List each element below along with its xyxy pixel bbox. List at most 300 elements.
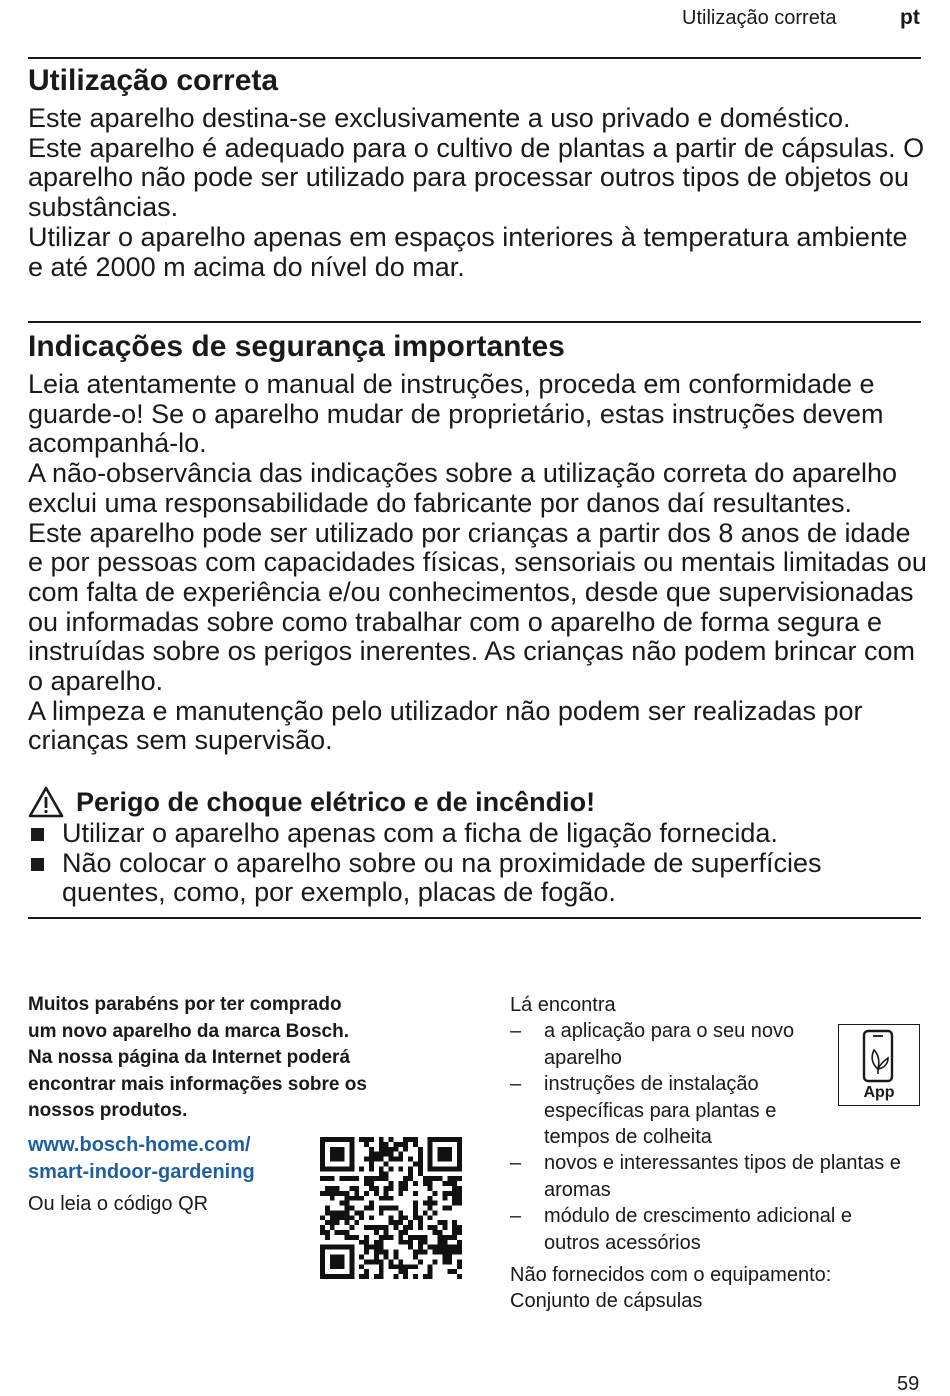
qr-module bbox=[457, 1240, 462, 1245]
qr-module bbox=[408, 1264, 413, 1269]
qr-module bbox=[379, 1196, 384, 1201]
qr-module bbox=[320, 1245, 325, 1250]
qr-module bbox=[320, 1269, 325, 1274]
qr-module bbox=[452, 1230, 457, 1235]
qr-module bbox=[340, 1259, 345, 1264]
qr-module bbox=[379, 1250, 384, 1255]
qr-module bbox=[457, 1225, 462, 1230]
qr-module bbox=[452, 1181, 457, 1186]
qr-module bbox=[379, 1176, 384, 1181]
qr-module bbox=[349, 1245, 354, 1250]
qr-module bbox=[442, 1255, 447, 1260]
qr-module bbox=[389, 1196, 394, 1201]
qr-module bbox=[344, 1215, 349, 1220]
qr-module bbox=[447, 1255, 452, 1260]
qr-module bbox=[330, 1186, 335, 1191]
qr-module bbox=[398, 1186, 403, 1191]
qr-module bbox=[428, 1152, 433, 1157]
qr-module bbox=[393, 1147, 398, 1152]
list-item-text: módulo de crescimento adicional e outros acessórios bbox=[544, 1205, 852, 1254]
qr-module bbox=[413, 1206, 418, 1211]
qr-module bbox=[369, 1166, 374, 1171]
qr-module bbox=[364, 1240, 369, 1245]
bullet-square-icon bbox=[28, 849, 62, 908]
qr-module bbox=[335, 1147, 340, 1152]
qr-module bbox=[393, 1255, 398, 1260]
qr-module bbox=[344, 1245, 349, 1250]
qr-module bbox=[438, 1245, 443, 1250]
qr-module bbox=[452, 1235, 457, 1240]
qr-module bbox=[398, 1269, 403, 1274]
qr-module bbox=[428, 1161, 433, 1166]
smartphone-leaf-icon bbox=[837, 1027, 919, 1087]
qr-module bbox=[384, 1230, 389, 1235]
qr-module bbox=[354, 1235, 359, 1240]
qr-module bbox=[344, 1191, 349, 1196]
qr-module bbox=[384, 1250, 389, 1255]
qr-module bbox=[457, 1264, 462, 1269]
qr-module bbox=[369, 1259, 374, 1264]
qr-module bbox=[423, 1235, 428, 1240]
qr-module bbox=[354, 1186, 359, 1191]
qr-module bbox=[369, 1157, 374, 1162]
qr-module bbox=[335, 1191, 340, 1196]
qr-module bbox=[359, 1196, 364, 1201]
qr-module bbox=[413, 1161, 418, 1166]
qr-module bbox=[442, 1191, 447, 1196]
qr-module bbox=[359, 1210, 364, 1215]
qr-module bbox=[379, 1245, 384, 1250]
qr-module bbox=[393, 1157, 398, 1162]
link-line[interactable]: www.bosch-home.com/ bbox=[28, 1134, 251, 1156]
qr-module bbox=[423, 1250, 428, 1255]
paragraph: Este aparelho pode ser utilizado por crianças a partir dos 8 anos de idade e por pessoas com capacidades físicas, sensoriais ou mentais limitadas ou com falta de experiência e/ou conhecimentos, desde que supervisionadas ou informadas sobre como trabalhar com o aparelho de forma segura e instruídas sobre os perigos inerentes. As crianças não podem brincar com o aparelho. bbox=[28, 517, 927, 697]
qr-module bbox=[398, 1220, 403, 1225]
qr-module bbox=[442, 1157, 447, 1162]
qr-module bbox=[374, 1225, 379, 1230]
qr-module bbox=[330, 1152, 335, 1157]
qr-module bbox=[457, 1230, 462, 1235]
qr-module bbox=[364, 1235, 369, 1240]
qr-module bbox=[379, 1240, 384, 1245]
qr-module bbox=[335, 1186, 340, 1191]
qr-module bbox=[374, 1274, 379, 1279]
qr-module bbox=[389, 1259, 394, 1264]
qr-module bbox=[442, 1152, 447, 1157]
qr-module bbox=[330, 1245, 335, 1250]
qr-module bbox=[344, 1201, 349, 1206]
info-intro: Lá encontra bbox=[510, 994, 616, 1016]
qr-module bbox=[325, 1186, 330, 1191]
qr-module bbox=[403, 1215, 408, 1220]
qr-module bbox=[457, 1191, 462, 1196]
list-item bbox=[28, 819, 928, 849]
qr-module bbox=[340, 1201, 345, 1206]
qr-module bbox=[320, 1142, 325, 1147]
qr-module bbox=[398, 1157, 403, 1162]
qr-module bbox=[457, 1142, 462, 1147]
qr-module bbox=[447, 1181, 452, 1186]
qr-module bbox=[457, 1166, 462, 1171]
qr-module bbox=[349, 1215, 354, 1220]
qr-module bbox=[349, 1235, 354, 1240]
qr-module bbox=[340, 1230, 345, 1235]
qr-module bbox=[413, 1250, 418, 1255]
promo-line: Na nossa página da Internet poderá bbox=[28, 1047, 351, 1068]
qr-module bbox=[369, 1186, 374, 1191]
qr-module bbox=[433, 1210, 438, 1215]
qr-module bbox=[364, 1269, 369, 1274]
qr-module bbox=[413, 1255, 418, 1260]
qr-module bbox=[428, 1186, 433, 1191]
qr-module bbox=[379, 1259, 384, 1264]
qr-module bbox=[389, 1264, 394, 1269]
qr-module bbox=[398, 1191, 403, 1196]
qr-module bbox=[335, 1215, 340, 1220]
qr-module bbox=[408, 1166, 413, 1171]
paragraph: Este aparelho destina-se exclusivamente a uso privado e doméstico. bbox=[28, 103, 851, 133]
qr-module bbox=[349, 1264, 354, 1269]
qr-module bbox=[330, 1147, 335, 1152]
qr-module bbox=[408, 1220, 413, 1225]
qr-module bbox=[379, 1142, 384, 1147]
qr-module bbox=[447, 1152, 452, 1157]
qr-module bbox=[389, 1220, 394, 1225]
qr-module bbox=[418, 1166, 423, 1171]
qr-module bbox=[452, 1186, 457, 1191]
qr-module bbox=[320, 1259, 325, 1264]
qr-module bbox=[349, 1206, 354, 1211]
qr-module bbox=[330, 1176, 335, 1181]
qr-module bbox=[438, 1137, 443, 1142]
qr-module bbox=[428, 1264, 433, 1269]
qr-module bbox=[442, 1250, 447, 1255]
qr-module bbox=[393, 1206, 398, 1211]
qr-module bbox=[398, 1230, 403, 1235]
qr-module bbox=[452, 1220, 457, 1225]
qr-module bbox=[325, 1210, 330, 1215]
qr-module bbox=[335, 1230, 340, 1235]
qr-module bbox=[354, 1191, 359, 1196]
qr-module bbox=[452, 1176, 457, 1181]
qr-module bbox=[364, 1176, 369, 1181]
qr-module bbox=[428, 1215, 433, 1220]
qr-module bbox=[369, 1206, 374, 1211]
qr-module bbox=[398, 1259, 403, 1264]
qr-module bbox=[423, 1210, 428, 1215]
qr-module bbox=[413, 1264, 418, 1269]
qr-module bbox=[403, 1240, 408, 1245]
qr-module bbox=[423, 1181, 428, 1186]
qr-module bbox=[428, 1176, 433, 1181]
qr-module bbox=[325, 1220, 330, 1225]
qr-module bbox=[325, 1274, 330, 1279]
qr-module bbox=[320, 1250, 325, 1255]
qr-module bbox=[428, 1201, 433, 1206]
qr-module bbox=[428, 1142, 433, 1147]
qr-module bbox=[344, 1206, 349, 1211]
section-heading-correct-use: Utilização correta bbox=[28, 64, 279, 97]
qr-module bbox=[442, 1245, 447, 1250]
qr-module bbox=[398, 1166, 403, 1171]
qr-module bbox=[423, 1274, 428, 1279]
qr-module bbox=[320, 1147, 325, 1152]
qr-module bbox=[403, 1147, 408, 1152]
qr-module bbox=[359, 1264, 364, 1269]
list-item-text: Utilizar o aparelho apenas com a ficha de ligação fornecida. bbox=[62, 818, 778, 848]
qr-module bbox=[389, 1137, 394, 1142]
qr-module bbox=[374, 1152, 379, 1157]
qr-module bbox=[325, 1235, 330, 1240]
qr-module bbox=[335, 1152, 340, 1157]
qr-module bbox=[384, 1147, 389, 1152]
qr-module bbox=[364, 1245, 369, 1250]
qr-module bbox=[447, 1137, 452, 1142]
qr-module bbox=[403, 1181, 408, 1186]
qr-module bbox=[320, 1157, 325, 1162]
qr-module bbox=[330, 1157, 335, 1162]
qr-module bbox=[418, 1235, 423, 1240]
qr-module bbox=[393, 1274, 398, 1279]
qr-module bbox=[428, 1157, 433, 1162]
qr-module bbox=[330, 1255, 335, 1260]
qr-module bbox=[384, 1176, 389, 1181]
qr-module bbox=[344, 1166, 349, 1171]
qr-module bbox=[384, 1186, 389, 1191]
qr-module bbox=[369, 1215, 374, 1220]
qr-module bbox=[330, 1264, 335, 1269]
qr-module bbox=[428, 1274, 433, 1279]
list-item bbox=[510, 1203, 930, 1256]
qr-module bbox=[340, 1137, 345, 1142]
qr-module bbox=[340, 1147, 345, 1152]
qr-module bbox=[344, 1235, 349, 1240]
qr-module bbox=[320, 1191, 325, 1196]
warning-text: Perigo de choque elétrico e de incêndio! bbox=[76, 786, 596, 817]
list-item bbox=[28, 849, 928, 908]
qr-module bbox=[442, 1259, 447, 1264]
qr-module bbox=[320, 1274, 325, 1279]
qr-module bbox=[442, 1225, 447, 1230]
qr-module bbox=[413, 1181, 418, 1186]
qr-module bbox=[320, 1161, 325, 1166]
qr-module bbox=[433, 1137, 438, 1142]
qr-module bbox=[438, 1166, 443, 1171]
qr-module bbox=[374, 1191, 379, 1196]
qr-module bbox=[374, 1230, 379, 1235]
qr-module bbox=[442, 1206, 447, 1211]
qr-module bbox=[335, 1220, 340, 1225]
qr-module bbox=[398, 1142, 403, 1147]
qr-module bbox=[447, 1166, 452, 1171]
qr-module bbox=[344, 1137, 349, 1142]
qr-code[interactable] bbox=[320, 1137, 462, 1279]
rule-middle bbox=[28, 321, 921, 323]
qr-module bbox=[408, 1245, 413, 1250]
qr-module bbox=[398, 1181, 403, 1186]
qr-module bbox=[349, 1196, 354, 1201]
qr-module bbox=[359, 1137, 364, 1142]
qr-module bbox=[359, 1274, 364, 1279]
qr-module bbox=[438, 1235, 443, 1240]
qr-module bbox=[418, 1259, 423, 1264]
qr-module bbox=[344, 1274, 349, 1279]
qr-module bbox=[340, 1176, 345, 1181]
qr-module bbox=[447, 1147, 452, 1152]
qr-module bbox=[433, 1176, 438, 1181]
qr-module bbox=[325, 1166, 330, 1171]
qr-module bbox=[384, 1161, 389, 1166]
dash-bullet: – bbox=[510, 1020, 522, 1043]
qr-module bbox=[335, 1210, 340, 1215]
qr-module bbox=[340, 1255, 345, 1260]
dash-bullet: – bbox=[510, 1205, 522, 1228]
qr-module bbox=[433, 1245, 438, 1250]
qr-module bbox=[452, 1269, 457, 1274]
qr-module bbox=[349, 1259, 354, 1264]
qr-module bbox=[398, 1215, 403, 1220]
qr-module bbox=[340, 1210, 345, 1215]
qr-module bbox=[364, 1259, 369, 1264]
qr-module bbox=[403, 1176, 408, 1181]
qr-module bbox=[442, 1166, 447, 1171]
qr-module bbox=[418, 1171, 423, 1176]
qr-module bbox=[354, 1196, 359, 1201]
qr-module bbox=[379, 1225, 384, 1230]
qr-module bbox=[389, 1235, 394, 1240]
qr-module bbox=[354, 1176, 359, 1181]
qr-module bbox=[403, 1137, 408, 1142]
qr-module bbox=[374, 1240, 379, 1245]
promo-line: nossos produtos. bbox=[28, 1100, 188, 1121]
qr-module bbox=[423, 1201, 428, 1206]
qr-module bbox=[457, 1137, 462, 1142]
qr-module bbox=[374, 1157, 379, 1162]
qr-module bbox=[374, 1255, 379, 1260]
qr-module bbox=[384, 1225, 389, 1230]
qr-module bbox=[379, 1274, 384, 1279]
website-link[interactable] bbox=[28, 1132, 328, 1185]
qr-module bbox=[379, 1269, 384, 1274]
link-line[interactable]: smart-indoor-gardening bbox=[28, 1160, 255, 1183]
qr-module bbox=[403, 1225, 408, 1230]
app-badge bbox=[838, 1024, 920, 1106]
qr-module bbox=[408, 1137, 413, 1142]
qr-module bbox=[393, 1142, 398, 1147]
qr-module bbox=[364, 1191, 369, 1196]
qr-module bbox=[452, 1166, 457, 1171]
qr-module bbox=[364, 1137, 369, 1142]
qr-module bbox=[389, 1152, 394, 1157]
rule-top bbox=[28, 57, 921, 59]
qr-module bbox=[413, 1210, 418, 1215]
language-code: pt bbox=[900, 6, 920, 29]
qr-module bbox=[374, 1245, 379, 1250]
qr-module bbox=[457, 1274, 462, 1279]
qr-module bbox=[330, 1196, 335, 1201]
qr-module bbox=[408, 1157, 413, 1162]
qr-module bbox=[340, 1152, 345, 1157]
qr-module bbox=[364, 1142, 369, 1147]
qr-module bbox=[330, 1215, 335, 1220]
qr-module bbox=[433, 1225, 438, 1230]
promo-line: Muitos parabéns por ter comprado bbox=[28, 994, 342, 1015]
qr-module bbox=[447, 1157, 452, 1162]
qr-module bbox=[447, 1206, 452, 1211]
qr-module bbox=[364, 1274, 369, 1279]
qr-module bbox=[418, 1225, 423, 1230]
qr-module bbox=[447, 1250, 452, 1255]
qr-module bbox=[349, 1186, 354, 1191]
qr-module bbox=[320, 1152, 325, 1157]
qr-module bbox=[369, 1176, 374, 1181]
list-item-text: Não colocar o aparelho sobre ou na proximidade de superfícies quentes, como, por exemplo, placas de fogão. bbox=[62, 847, 822, 908]
qr-module bbox=[349, 1225, 354, 1230]
qr-module bbox=[393, 1225, 398, 1230]
not-provided bbox=[510, 1262, 930, 1315]
qr-module bbox=[438, 1220, 443, 1225]
qr-module bbox=[335, 1157, 340, 1162]
qr-module bbox=[320, 1215, 325, 1220]
not-provided-item: Conjunto de cápsulas bbox=[510, 1290, 703, 1313]
qr-module bbox=[408, 1176, 413, 1181]
qr-module bbox=[330, 1225, 335, 1230]
qr-module bbox=[340, 1157, 345, 1162]
qr-module bbox=[447, 1259, 452, 1264]
qr-module bbox=[369, 1245, 374, 1250]
qr-module bbox=[340, 1215, 345, 1220]
qr-module bbox=[428, 1196, 433, 1201]
qr-label: Ou leia o código QR bbox=[28, 1193, 209, 1215]
qr-module bbox=[369, 1181, 374, 1186]
qr-module bbox=[379, 1166, 384, 1171]
paragraph: Leia atentamente o manual de instruções, proceda em conformidade e guarde-o! Se o aparelho mudar de proprietário, estas instruções devem acompanhá-lo. bbox=[28, 369, 884, 459]
qr-module bbox=[320, 1225, 325, 1230]
qr-module bbox=[413, 1274, 418, 1279]
qr-module bbox=[428, 1166, 433, 1171]
qr-module bbox=[442, 1196, 447, 1201]
qr-module bbox=[442, 1147, 447, 1152]
qr-module bbox=[340, 1264, 345, 1269]
qr-module bbox=[428, 1225, 433, 1230]
qr-module bbox=[384, 1171, 389, 1176]
qr-module bbox=[408, 1235, 413, 1240]
page-number: 59 bbox=[897, 1373, 920, 1395]
qr-module bbox=[408, 1240, 413, 1245]
qr-module bbox=[335, 1274, 340, 1279]
qr-module bbox=[433, 1230, 438, 1235]
qr-module bbox=[398, 1152, 403, 1157]
qr-module bbox=[452, 1225, 457, 1230]
qr-module bbox=[423, 1176, 428, 1181]
qr-module bbox=[330, 1137, 335, 1142]
qr-module bbox=[433, 1191, 438, 1196]
qr-module bbox=[335, 1166, 340, 1171]
qr-module bbox=[457, 1147, 462, 1152]
qr-module bbox=[359, 1166, 364, 1171]
qr-module bbox=[369, 1137, 374, 1142]
qr-module bbox=[457, 1201, 462, 1206]
qr-module bbox=[403, 1264, 408, 1269]
qr-module bbox=[418, 1161, 423, 1166]
paragraph: Utilizar o aparelho apenas em espaços interiores à temperatura ambiente e até 2000 m acima do nível do mar. bbox=[28, 221, 908, 282]
qr-module bbox=[457, 1176, 462, 1181]
qr-module bbox=[418, 1215, 423, 1220]
qr-module bbox=[447, 1269, 452, 1274]
qr-module bbox=[340, 1274, 345, 1279]
qr-module bbox=[389, 1147, 394, 1152]
qr-module bbox=[335, 1259, 340, 1264]
